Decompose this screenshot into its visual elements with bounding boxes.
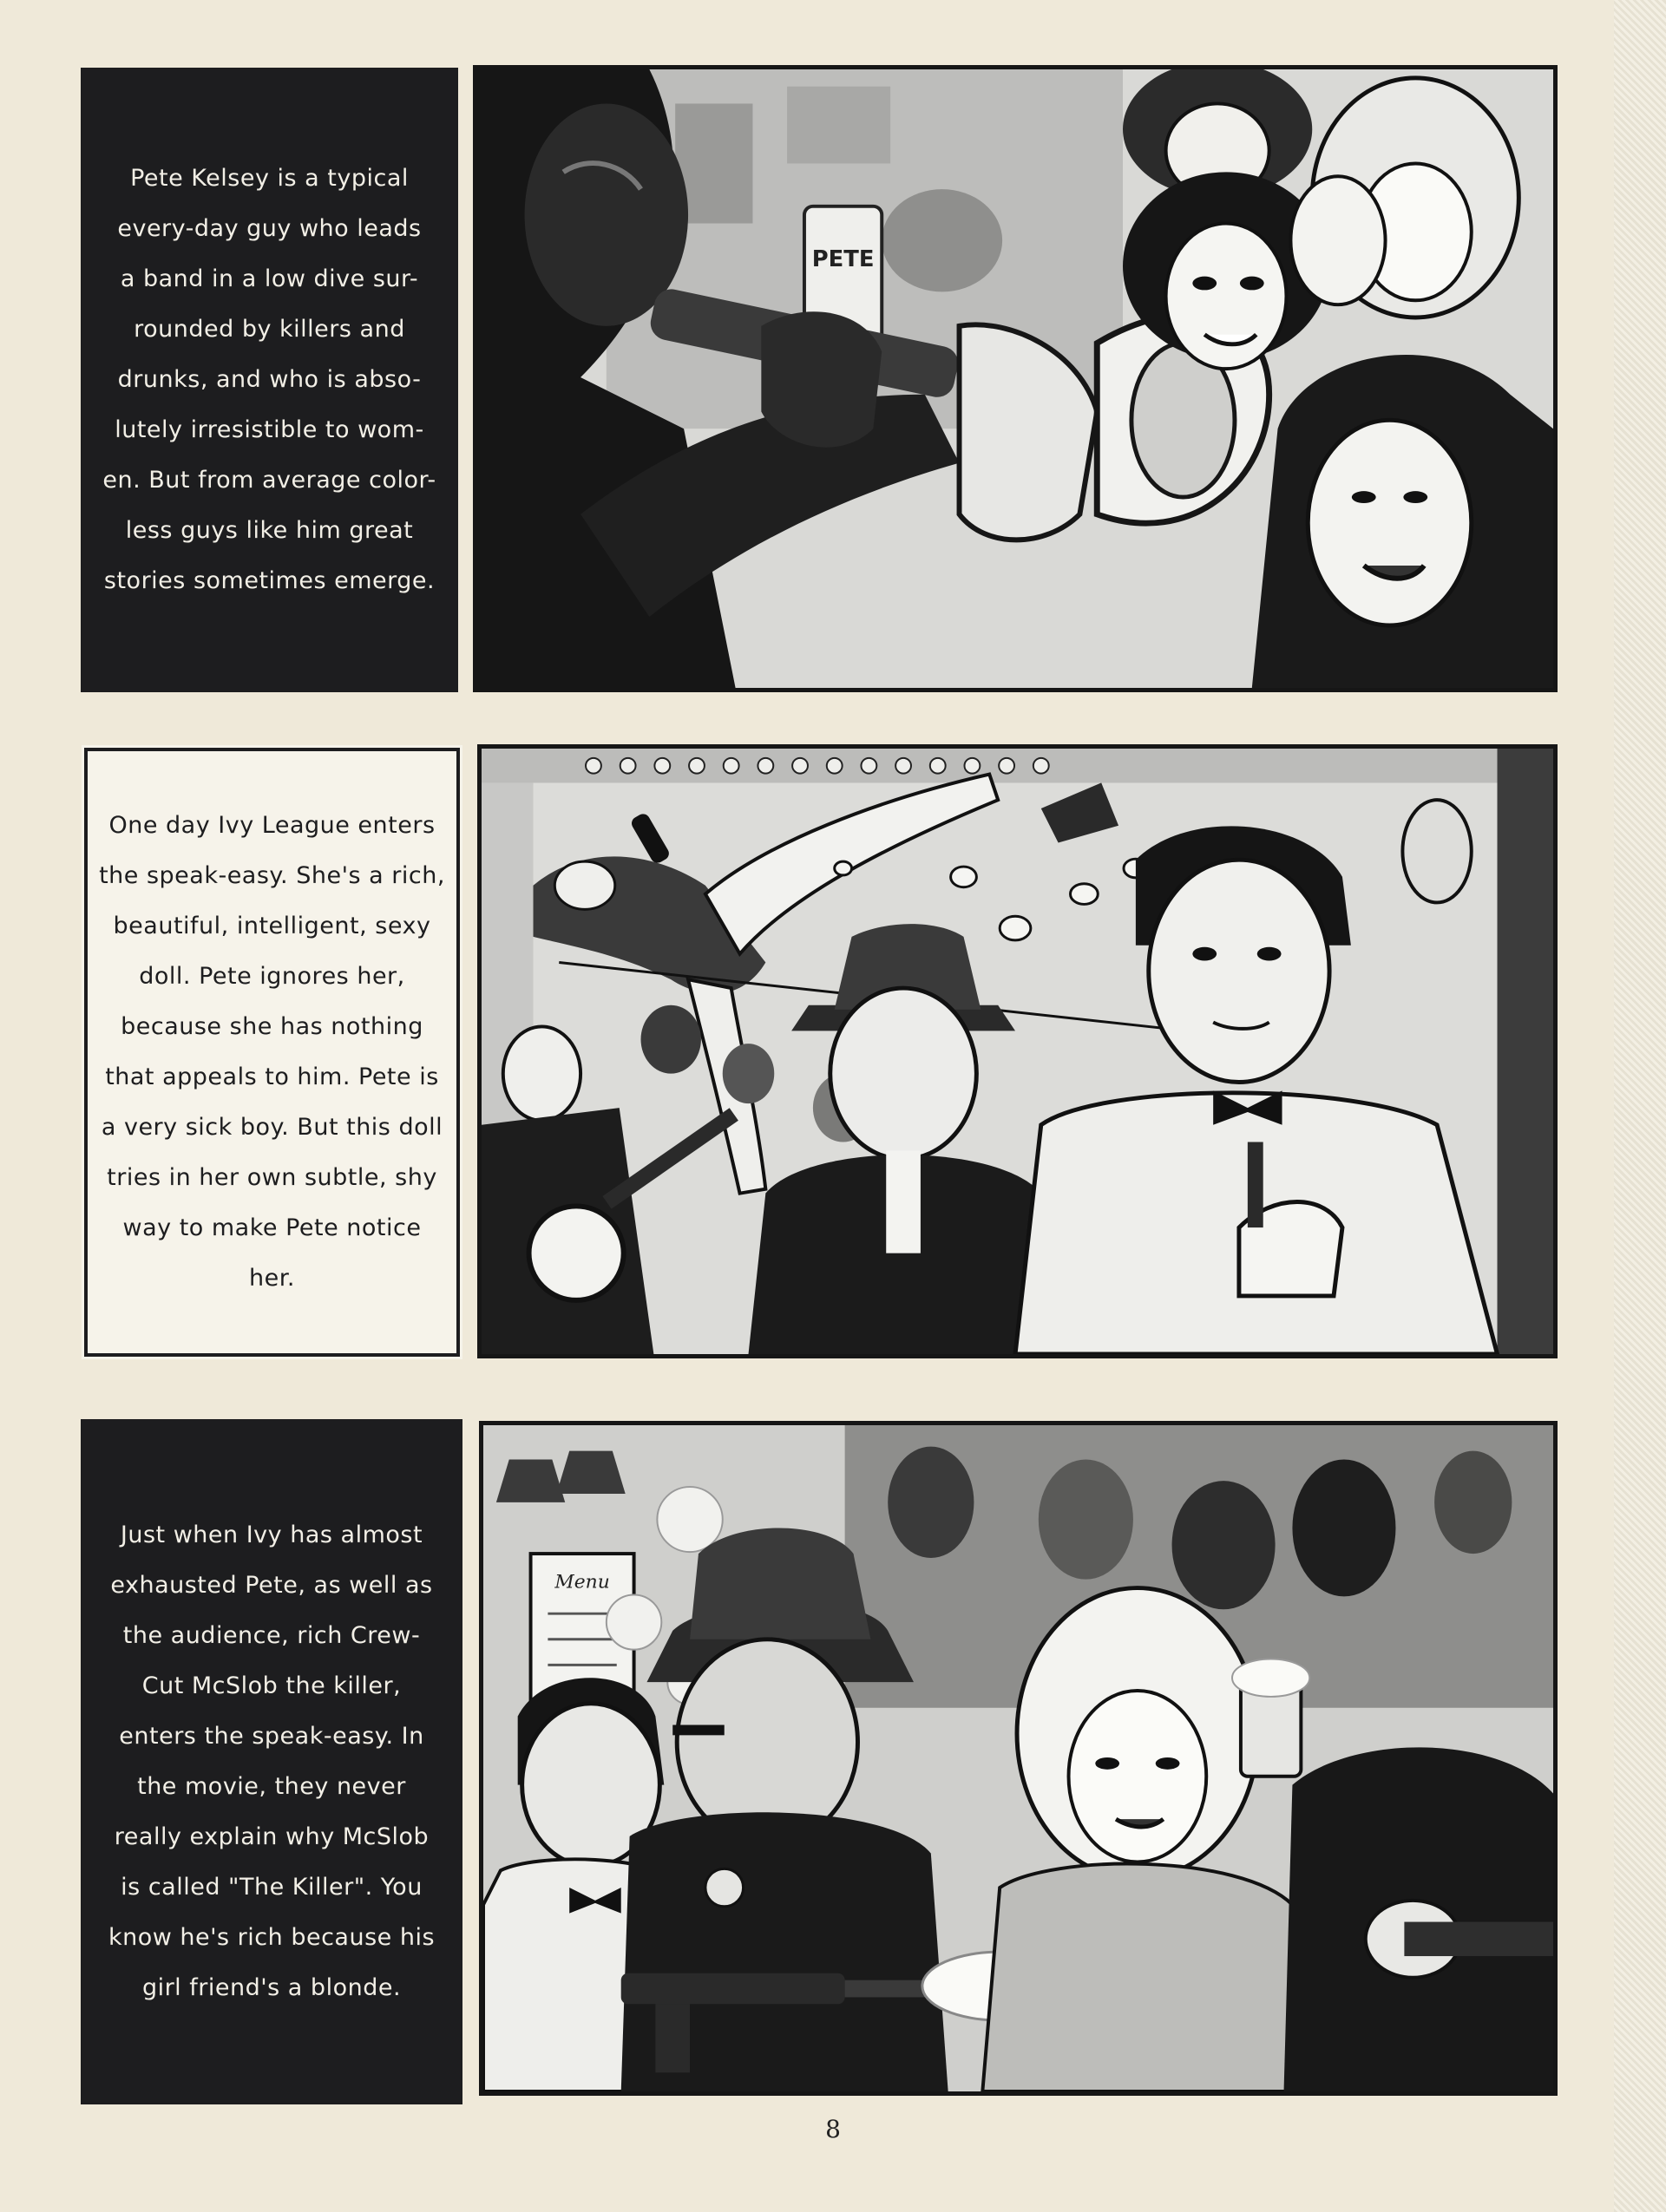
caption-line: girl friend's a blonde. xyxy=(141,1974,402,2001)
illustration-speakeasy-dancer xyxy=(482,749,1553,1354)
caption-line: way to make Pete notice xyxy=(122,1214,422,1241)
comic-panel-1 xyxy=(473,65,1558,692)
caption-line: One day Ivy League enters xyxy=(108,812,436,839)
caption-line: en. But from average color- xyxy=(102,467,436,494)
caption-line: every-day guy who leads xyxy=(117,215,422,242)
caption-text-1 xyxy=(102,154,436,606)
caption-line: doll. Pete ignores her, xyxy=(139,963,405,990)
page-edge-texture xyxy=(1614,0,1666,2212)
caption-line: that appeals to him. Pete is xyxy=(105,1063,439,1090)
comic-panel-3 xyxy=(479,1421,1558,2096)
menu-sign: Menu xyxy=(554,1571,610,1594)
caption-line: the speak-easy. She's a rich, xyxy=(99,862,445,889)
caption-line: tries in her own subtle, shy xyxy=(107,1164,437,1191)
caption-line: exhausted Pete, as well as xyxy=(110,1572,433,1599)
caption-box-2 xyxy=(84,748,460,1357)
caption-line: Cut McSlob the killer, xyxy=(141,1672,402,1699)
illustration-killer-and-blonde xyxy=(483,1425,1553,2091)
caption-line: the movie, they never xyxy=(137,1773,406,1800)
caption-line: rounded by killers and xyxy=(134,316,405,343)
caption-line: the audience, rich Crew- xyxy=(122,1622,421,1649)
caption-line: Pete Kelsey is a typical xyxy=(130,165,409,192)
caption-box-3 xyxy=(81,1419,462,2104)
caption-line: really explain why McSlob xyxy=(114,1823,430,1850)
caption-line: a band in a low dive sur- xyxy=(120,265,419,292)
caption-line: beautiful, intelligent, sexy xyxy=(113,913,431,939)
drum-sign: PETE xyxy=(811,245,875,272)
caption-line: stories sometimes emerge. xyxy=(103,567,436,594)
caption-line: lutely irresistible to wom- xyxy=(115,416,424,443)
caption-line: know he's rich because his xyxy=(108,1924,436,1951)
page-number: 8 xyxy=(825,2115,841,2143)
illustration-trumpet-player-and-women xyxy=(477,69,1553,688)
caption-line: drunks, and who is abso- xyxy=(117,366,422,393)
caption-box-1 xyxy=(81,68,458,692)
caption-line: a very sick boy. But this doll xyxy=(101,1114,443,1141)
caption-line: Just when Ivy has almost xyxy=(120,1522,423,1548)
caption-text-3 xyxy=(108,1510,435,2013)
caption-line: less guys like him great xyxy=(125,517,414,544)
caption-line: because she has nothing xyxy=(121,1013,423,1040)
caption-line: enters the speak-easy. In xyxy=(119,1723,424,1750)
caption-line: is called "The Killer". You xyxy=(121,1874,423,1901)
caption-text-2 xyxy=(99,801,445,1304)
comic-panel-2 xyxy=(477,744,1558,1358)
caption-line: her. xyxy=(249,1265,295,1292)
